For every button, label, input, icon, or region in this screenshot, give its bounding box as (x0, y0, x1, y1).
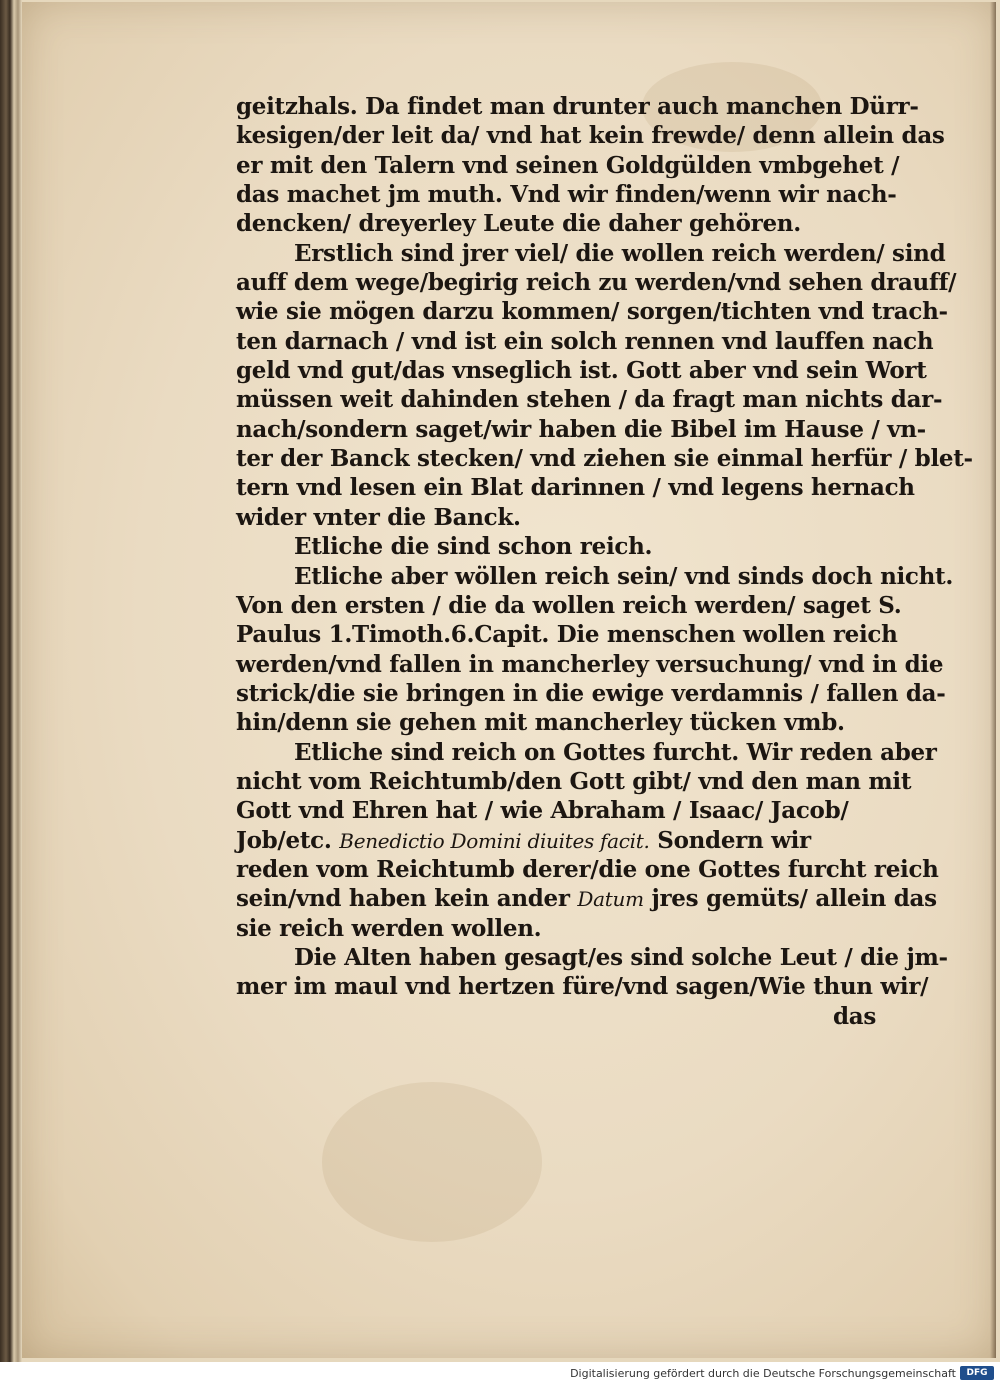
text-line: geitzhals. Da findet man drunter auch manchen Dürr- (236, 93, 919, 120)
catchword: das (832, 1002, 876, 1030)
text-line (236, 826, 876, 855)
latin-word: Datum (577, 887, 644, 912)
text-line: das machet jm muth. Vnd wir finden/wenn wir nach- (236, 181, 897, 209)
page-edge-shadow (990, 2, 996, 1358)
text-line: ter der Banck stecken/ vnd ziehen sie einmal herfür / blet- (236, 445, 973, 473)
text-line: Gott vnd Ehren hat / wie Abraham / Isaac/ Jacob/ (236, 797, 849, 825)
text-line: reden vom Reichtumb derer/die one Gottes furcht reich (236, 855, 939, 883)
text-line: auff dem wege/begirig reich zu werden/vnd sehen drauff/ (236, 269, 957, 297)
text-line: wie sie mögen darzu kommen/ sorgen/tichten vnd trach- (236, 298, 948, 326)
text-line: Etliche sind reich on Gottes furcht. Wir reden aber (294, 738, 937, 766)
text-line: hin/denn sie gehen mit mancherley tücken vmb. (236, 709, 845, 737)
text-line: werden/vnd fallen in mancherley versuchung/ vnd in die (236, 650, 944, 678)
text-line: kesigen/der leit da/ vnd hat kein frewde/ denn allein das (236, 122, 945, 150)
text-line: geld vnd gut/das vnseglich ist. Gott aber vnd sein Wort (236, 357, 927, 385)
text-line: ten darnach / vnd ist ein solch rennen vnd lauffen nach (236, 327, 934, 355)
text-line: Die Alten haben gesagt/es sind solche Leut / die jm- (294, 943, 948, 971)
text-line: sie reich werden wollen. (236, 914, 542, 942)
text-fragment: jres gemüts/ allein das (651, 885, 937, 913)
text-line: nach/sondern saget/wir haben die Bibel im Hause / vn- (236, 415, 926, 443)
body-text (236, 92, 973, 1031)
text-line: dencken/ dreyerley Leute die daher gehören. (236, 210, 801, 238)
text-fragment: Sondern wir (657, 826, 811, 854)
text-line: Etliche aber wöllen reich sein/ vnd sinds doch nicht. (294, 562, 954, 590)
text-line: Paulus 1.Timoth.6.Capit. Die menschen wollen reich (236, 621, 898, 649)
text-line: tern vnd lesen ein Blat darinnen / vnd legens hernach (236, 474, 915, 502)
text-line: mer im maul vnd hertzen füre/vnd sagen/Wie thun wir/ (236, 973, 929, 1001)
text-line: strick/die sie bringen in die ewige verdamnis / fallen da- (236, 679, 946, 707)
text-line: wider vnter die Banck. (236, 503, 521, 531)
dfg-logo[interactable]: DFG (960, 1366, 994, 1380)
text-line: er mit den Talern vnd seinen Goldgülden vmbgehet / (236, 151, 900, 179)
text-line (236, 884, 937, 913)
footer-bar (0, 1362, 1000, 1386)
funding-credit: Digitalisierung gefördert durch die Deutsche Forschungsgemeinschaft (570, 1367, 956, 1380)
latin-quote: Benedictio Domini diuites facit. (339, 828, 650, 853)
paper-stain (322, 1082, 542, 1242)
text-line: nicht vom Reichtumb/den Gott gibt/ vnd den man mit (236, 767, 912, 795)
text-line: Etliche die sind schon reich. (294, 533, 653, 561)
text-line: Erstlich sind jrer viel/ die wollen reich werden/ sind (294, 239, 946, 267)
text-fragment: sein/vnd haben kein ander (236, 885, 570, 913)
text-line: Von den ersten / die da wollen reich werden/ saget S. (236, 591, 902, 619)
text-fragment: Job/etc. (236, 826, 332, 854)
text-line: müssen weit dahinden stehen / da fragt man nichts dar- (236, 386, 943, 414)
